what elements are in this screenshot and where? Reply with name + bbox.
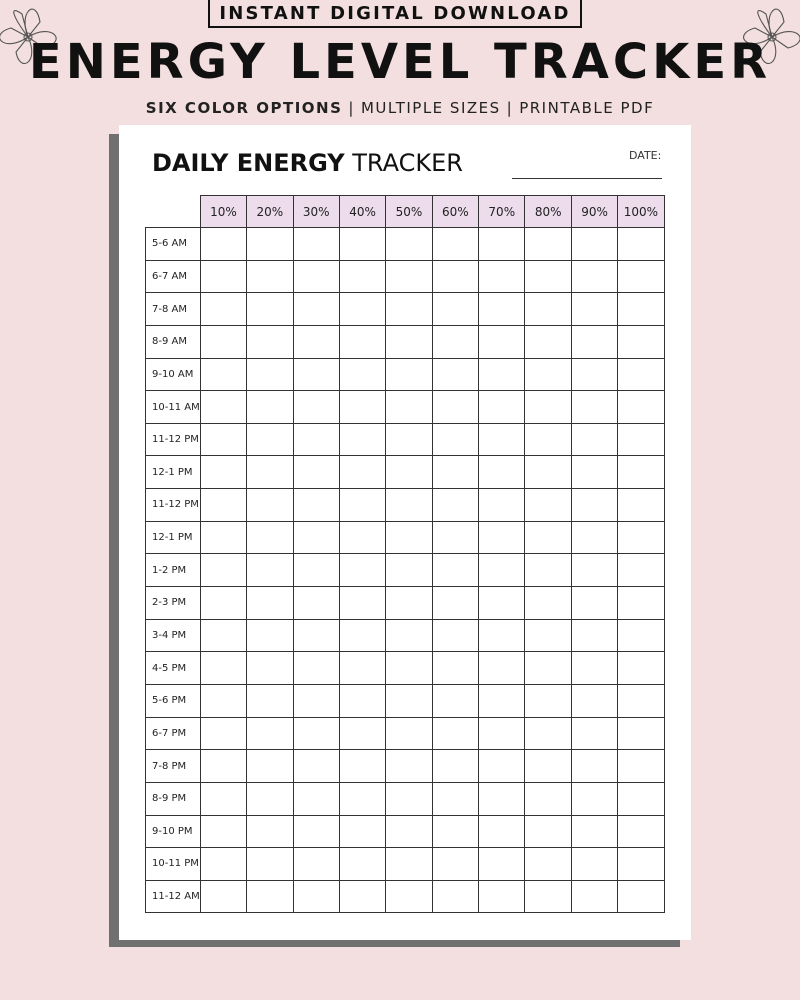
subtitle-format: PRINTABLE PDF xyxy=(519,99,655,117)
column-header: 20% xyxy=(247,196,293,228)
grid-cell[interactable] xyxy=(525,489,571,522)
grid-cell[interactable] xyxy=(525,880,571,913)
table-row xyxy=(146,652,665,685)
column-header: 60% xyxy=(432,196,478,228)
grid-cell[interactable] xyxy=(200,717,246,750)
grid-cell[interactable] xyxy=(386,750,432,783)
grid-cell[interactable] xyxy=(618,260,664,293)
grid-cell[interactable] xyxy=(386,358,432,391)
grid-cell[interactable] xyxy=(618,815,664,848)
grid-cell[interactable] xyxy=(571,815,617,848)
grid-cell[interactable] xyxy=(200,880,246,913)
grid-cell[interactable] xyxy=(247,358,293,391)
grid-cell[interactable] xyxy=(432,782,478,815)
table-row xyxy=(146,391,665,424)
time-slot-label: 8-9 PM xyxy=(146,782,201,815)
table-row xyxy=(146,423,665,456)
grid-cell[interactable] xyxy=(339,260,385,293)
grid-cell[interactable] xyxy=(571,684,617,717)
grid-cell[interactable] xyxy=(339,423,385,456)
grid-cell[interactable] xyxy=(571,358,617,391)
grid-cell[interactable] xyxy=(525,358,571,391)
grid-cell[interactable] xyxy=(339,521,385,554)
grid-cell[interactable] xyxy=(386,521,432,554)
grid-cell[interactable] xyxy=(200,228,246,261)
grid-cell[interactable] xyxy=(293,848,339,881)
grid-cell[interactable] xyxy=(432,260,478,293)
grid-cell[interactable] xyxy=(386,228,432,261)
grid-cell[interactable] xyxy=(339,228,385,261)
grid-cell[interactable] xyxy=(479,489,525,522)
grid-cell[interactable] xyxy=(479,358,525,391)
time-slot-label: 4-5 PM xyxy=(146,652,201,685)
time-slot-label: 11-12 PM xyxy=(146,489,201,522)
grid-cell[interactable] xyxy=(525,521,571,554)
grid-cell[interactable] xyxy=(618,587,664,620)
grid-cell[interactable] xyxy=(339,750,385,783)
grid-cell[interactable] xyxy=(525,684,571,717)
time-slot-label: 10-11 PM xyxy=(146,848,201,881)
grid-cell[interactable] xyxy=(247,228,293,261)
time-slot-label: 5-6 PM xyxy=(146,684,201,717)
grid-cell[interactable] xyxy=(247,684,293,717)
time-slot-label: 9-10 PM xyxy=(146,815,201,848)
grid-cell[interactable] xyxy=(571,325,617,358)
grid-cell[interactable] xyxy=(247,521,293,554)
grid-cell[interactable] xyxy=(293,619,339,652)
grid-cell[interactable] xyxy=(293,391,339,424)
grid-cell[interactable] xyxy=(386,880,432,913)
grid-cell[interactable] xyxy=(525,717,571,750)
grid-cell[interactable] xyxy=(200,521,246,554)
instant-download-badge: INSTANT DIGITAL DOWNLOAD xyxy=(208,0,582,28)
grid-cell[interactable] xyxy=(525,554,571,587)
grid-cell[interactable] xyxy=(432,848,478,881)
grid-cell[interactable] xyxy=(618,325,664,358)
time-slot-label: 12-1 PM xyxy=(146,456,201,489)
sheet-title-bold: DAILY ENERGY xyxy=(152,149,345,177)
grid-cell[interactable] xyxy=(432,325,478,358)
energy-grid xyxy=(145,195,665,913)
grid-cell[interactable] xyxy=(200,684,246,717)
grid-cell[interactable] xyxy=(386,456,432,489)
grid-cell[interactable] xyxy=(432,391,478,424)
grid-cell[interactable] xyxy=(247,325,293,358)
grid-cell[interactable] xyxy=(525,782,571,815)
grid-cell[interactable] xyxy=(479,782,525,815)
grid-cell[interactable] xyxy=(432,456,478,489)
grid-cell[interactable] xyxy=(386,260,432,293)
grid-cell[interactable] xyxy=(339,782,385,815)
table-row xyxy=(146,228,665,261)
table-row xyxy=(146,815,665,848)
grid-cell[interactable] xyxy=(200,293,246,326)
grid-cell[interactable] xyxy=(618,228,664,261)
column-header: 50% xyxy=(386,196,432,228)
grid-cell[interactable] xyxy=(200,325,246,358)
grid-cell[interactable] xyxy=(200,391,246,424)
grid-cell[interactable] xyxy=(339,587,385,620)
grid-cell[interactable] xyxy=(525,848,571,881)
grid-cell[interactable] xyxy=(571,521,617,554)
table-row xyxy=(146,717,665,750)
grid-cell[interactable] xyxy=(247,750,293,783)
grid-cell[interactable] xyxy=(200,587,246,620)
grid-cell[interactable] xyxy=(247,554,293,587)
time-slot-label: 10-11 AM xyxy=(146,391,201,424)
grid-cell[interactable] xyxy=(618,782,664,815)
grid-cell[interactable] xyxy=(618,489,664,522)
grid-cell[interactable] xyxy=(571,260,617,293)
table-row xyxy=(146,521,665,554)
time-slot-label: 5-6 AM xyxy=(146,228,201,261)
grid-cell[interactable] xyxy=(432,521,478,554)
grid-cell[interactable] xyxy=(247,587,293,620)
grid-cell[interactable] xyxy=(386,684,432,717)
grid-cell[interactable] xyxy=(200,554,246,587)
grid-cell[interactable] xyxy=(571,489,617,522)
grid-cell[interactable] xyxy=(293,587,339,620)
column-header: 100% xyxy=(618,196,664,228)
grid-cell[interactable] xyxy=(200,782,246,815)
grid-cell[interactable] xyxy=(479,456,525,489)
grid-cell[interactable] xyxy=(339,848,385,881)
grid-cell[interactable] xyxy=(432,815,478,848)
table-row xyxy=(146,358,665,391)
grid-cell[interactable] xyxy=(200,423,246,456)
grid-cell[interactable] xyxy=(432,293,478,326)
table-row xyxy=(146,750,665,783)
column-header: 70% xyxy=(479,196,525,228)
grid-cell[interactable] xyxy=(293,489,339,522)
grid-cell[interactable] xyxy=(247,782,293,815)
grid-cell[interactable] xyxy=(571,880,617,913)
grid-cell[interactable] xyxy=(339,325,385,358)
time-slot-label: 9-10 AM xyxy=(146,358,201,391)
grid-cell[interactable] xyxy=(479,684,525,717)
grid-cell[interactable] xyxy=(339,815,385,848)
grid-cell[interactable] xyxy=(293,521,339,554)
grid-cell[interactable] xyxy=(618,848,664,881)
grid-cell[interactable] xyxy=(479,619,525,652)
grid-cell[interactable] xyxy=(247,880,293,913)
grid-cell[interactable] xyxy=(247,848,293,881)
grid-cell[interactable] xyxy=(293,325,339,358)
grid-cell[interactable] xyxy=(479,521,525,554)
grid-cell[interactable] xyxy=(247,489,293,522)
grid-cell[interactable] xyxy=(618,684,664,717)
grid-cell[interactable] xyxy=(525,325,571,358)
grid-cell[interactable] xyxy=(200,619,246,652)
time-slot-label: 8-9 AM xyxy=(146,325,201,358)
grid-cell[interactable] xyxy=(571,293,617,326)
grid-corner xyxy=(146,196,201,228)
grid-cell[interactable] xyxy=(200,815,246,848)
grid-cell[interactable] xyxy=(432,423,478,456)
table-row xyxy=(146,848,665,881)
table-row xyxy=(146,325,665,358)
grid-cell[interactable] xyxy=(525,815,571,848)
grid-cell[interactable] xyxy=(571,587,617,620)
grid-cell[interactable] xyxy=(247,717,293,750)
grid-cell[interactable] xyxy=(432,587,478,620)
grid-cell[interactable] xyxy=(200,750,246,783)
grid-cell[interactable] xyxy=(525,456,571,489)
grid-cell[interactable] xyxy=(386,815,432,848)
grid-cell[interactable] xyxy=(432,228,478,261)
table-row xyxy=(146,880,665,913)
grid-cell[interactable] xyxy=(339,717,385,750)
grid-cell[interactable] xyxy=(432,750,478,783)
grid-cell[interactable] xyxy=(432,358,478,391)
sheet-title xyxy=(152,149,463,177)
column-header: 90% xyxy=(571,196,617,228)
grid-cell[interactable] xyxy=(386,293,432,326)
time-slot-label: 2-3 PM xyxy=(146,587,201,620)
grid-cell[interactable] xyxy=(525,293,571,326)
grid-cell[interactable] xyxy=(247,423,293,456)
grid-cell[interactable] xyxy=(525,750,571,783)
grid-cell[interactable] xyxy=(618,521,664,554)
grid-cell[interactable] xyxy=(247,456,293,489)
grid-cell[interactable] xyxy=(386,554,432,587)
grid-cell[interactable] xyxy=(386,423,432,456)
grid-cell[interactable] xyxy=(339,293,385,326)
subtitle-separator: | xyxy=(506,99,514,117)
grid-cell[interactable] xyxy=(200,456,246,489)
grid-cell[interactable] xyxy=(339,456,385,489)
grid-cell[interactable] xyxy=(571,750,617,783)
grid-cell[interactable] xyxy=(200,848,246,881)
page-title: ENERGY LEVEL TRACKER xyxy=(28,34,772,90)
grid-cell[interactable] xyxy=(339,358,385,391)
grid-cell[interactable] xyxy=(618,652,664,685)
grid-cell[interactable] xyxy=(339,619,385,652)
grid-cell[interactable] xyxy=(525,228,571,261)
grid-cell[interactable] xyxy=(479,848,525,881)
column-header: 40% xyxy=(339,196,385,228)
grid-cell[interactable] xyxy=(293,782,339,815)
time-slot-label: 6-7 AM xyxy=(146,260,201,293)
grid-cell[interactable] xyxy=(432,489,478,522)
grid-cell[interactable] xyxy=(432,554,478,587)
grid-cell[interactable] xyxy=(293,456,339,489)
grid-cell[interactable] xyxy=(293,717,339,750)
sheet-title-light: TRACKER xyxy=(344,149,463,177)
grid-cell[interactable] xyxy=(386,325,432,358)
grid-cell[interactable] xyxy=(479,391,525,424)
table-row xyxy=(146,293,665,326)
grid-cell[interactable] xyxy=(386,652,432,685)
grid-cell[interactable] xyxy=(247,391,293,424)
grid-cell[interactable] xyxy=(293,815,339,848)
grid-cell[interactable] xyxy=(339,652,385,685)
grid-cell[interactable] xyxy=(432,880,478,913)
grid-cell[interactable] xyxy=(571,391,617,424)
grid-cell[interactable] xyxy=(618,358,664,391)
grid-cell[interactable] xyxy=(479,554,525,587)
grid-cell[interactable] xyxy=(386,391,432,424)
grid-cell[interactable] xyxy=(247,652,293,685)
grid-cell[interactable] xyxy=(339,684,385,717)
grid-cell[interactable] xyxy=(293,228,339,261)
grid-cell[interactable] xyxy=(293,260,339,293)
table-row xyxy=(146,489,665,522)
grid-cell[interactable] xyxy=(479,815,525,848)
grid-cell[interactable] xyxy=(432,717,478,750)
grid-cell[interactable] xyxy=(339,489,385,522)
column-header: 80% xyxy=(525,196,571,228)
table-row xyxy=(146,782,665,815)
grid-cell[interactable] xyxy=(339,391,385,424)
grid-cell[interactable] xyxy=(571,619,617,652)
grid-cell[interactable] xyxy=(247,619,293,652)
grid-cell[interactable] xyxy=(479,423,525,456)
grid-cell[interactable] xyxy=(479,587,525,620)
grid-cell[interactable] xyxy=(618,423,664,456)
grid-cell[interactable] xyxy=(293,554,339,587)
time-slot-label: 11-12 PM xyxy=(146,423,201,456)
subtitle-sizes: MULTIPLE SIZES xyxy=(360,99,501,117)
table-row xyxy=(146,260,665,293)
table-row xyxy=(146,619,665,652)
grid-cell[interactable] xyxy=(571,717,617,750)
grid-cell[interactable] xyxy=(432,684,478,717)
grid-cell[interactable] xyxy=(618,750,664,783)
grid-cell[interactable] xyxy=(479,228,525,261)
grid-cell[interactable] xyxy=(571,848,617,881)
time-slot-label: 3-4 PM xyxy=(146,619,201,652)
table-row xyxy=(146,684,665,717)
grid-cell[interactable] xyxy=(479,260,525,293)
grid-cell[interactable] xyxy=(618,391,664,424)
grid-cell[interactable] xyxy=(479,717,525,750)
grid-cell[interactable] xyxy=(200,260,246,293)
subtitle-separator: | xyxy=(348,99,355,117)
grid-cell[interactable] xyxy=(618,717,664,750)
column-header: 30% xyxy=(293,196,339,228)
time-slot-label: 11-12 AM xyxy=(146,880,201,913)
grid-cell[interactable] xyxy=(525,391,571,424)
time-slot-label: 7-8 AM xyxy=(146,293,201,326)
time-slot-label: 1-2 PM xyxy=(146,554,201,587)
grid-cell[interactable] xyxy=(386,848,432,881)
tracker-sheet xyxy=(119,125,691,940)
grid-cell[interactable] xyxy=(293,880,339,913)
grid-cell[interactable] xyxy=(571,456,617,489)
grid-cell[interactable] xyxy=(525,587,571,620)
column-header: 10% xyxy=(200,196,246,228)
grid-cell[interactable] xyxy=(247,293,293,326)
grid-cell[interactable] xyxy=(618,880,664,913)
grid-cell[interactable] xyxy=(339,554,385,587)
grid-cell[interactable] xyxy=(247,815,293,848)
time-slot-label: 7-8 PM xyxy=(146,750,201,783)
grid-cell[interactable] xyxy=(293,293,339,326)
grid-cell[interactable] xyxy=(200,358,246,391)
grid-cell[interactable] xyxy=(525,260,571,293)
grid-cell[interactable] xyxy=(386,619,432,652)
grid-cell[interactable] xyxy=(571,554,617,587)
table-row xyxy=(146,554,665,587)
grid-cell[interactable] xyxy=(386,489,432,522)
grid-cell[interactable] xyxy=(618,293,664,326)
grid-cell[interactable] xyxy=(293,684,339,717)
grid-cell[interactable] xyxy=(293,423,339,456)
grid-cell[interactable] xyxy=(293,652,339,685)
grid-cell[interactable] xyxy=(432,619,478,652)
grid-cell[interactable] xyxy=(386,717,432,750)
date-line xyxy=(512,178,662,179)
grid-cell[interactable] xyxy=(571,782,617,815)
grid-cell[interactable] xyxy=(618,619,664,652)
date-label: DATE: xyxy=(629,149,662,162)
grid-cell[interactable] xyxy=(386,782,432,815)
grid-cell[interactable] xyxy=(618,456,664,489)
subtitle-color-options: SIX COLOR OPTIONS xyxy=(145,99,343,117)
grid-cell[interactable] xyxy=(293,358,339,391)
grid-cell[interactable] xyxy=(479,293,525,326)
time-slot-label: 6-7 PM xyxy=(146,717,201,750)
grid-cell[interactable] xyxy=(525,652,571,685)
grid-cell[interactable] xyxy=(618,554,664,587)
grid-cell[interactable] xyxy=(479,325,525,358)
grid-cell[interactable] xyxy=(432,652,478,685)
grid-cell[interactable] xyxy=(200,652,246,685)
grid-cell[interactable] xyxy=(479,880,525,913)
grid-cell[interactable] xyxy=(571,652,617,685)
grid-cell[interactable] xyxy=(386,587,432,620)
table-row xyxy=(146,587,665,620)
grid-cell[interactable] xyxy=(339,880,385,913)
grid-cell[interactable] xyxy=(571,423,617,456)
page-subtitle xyxy=(0,99,800,117)
grid-cell[interactable] xyxy=(479,652,525,685)
table-row xyxy=(146,456,665,489)
time-slot-label: 12-1 PM xyxy=(146,521,201,554)
grid-cell[interactable] xyxy=(293,750,339,783)
grid-cell[interactable] xyxy=(525,423,571,456)
grid-cell[interactable] xyxy=(479,750,525,783)
grid-cell[interactable] xyxy=(247,260,293,293)
grid-cell[interactable] xyxy=(571,228,617,261)
grid-cell[interactable] xyxy=(525,619,571,652)
grid-cell[interactable] xyxy=(200,489,246,522)
